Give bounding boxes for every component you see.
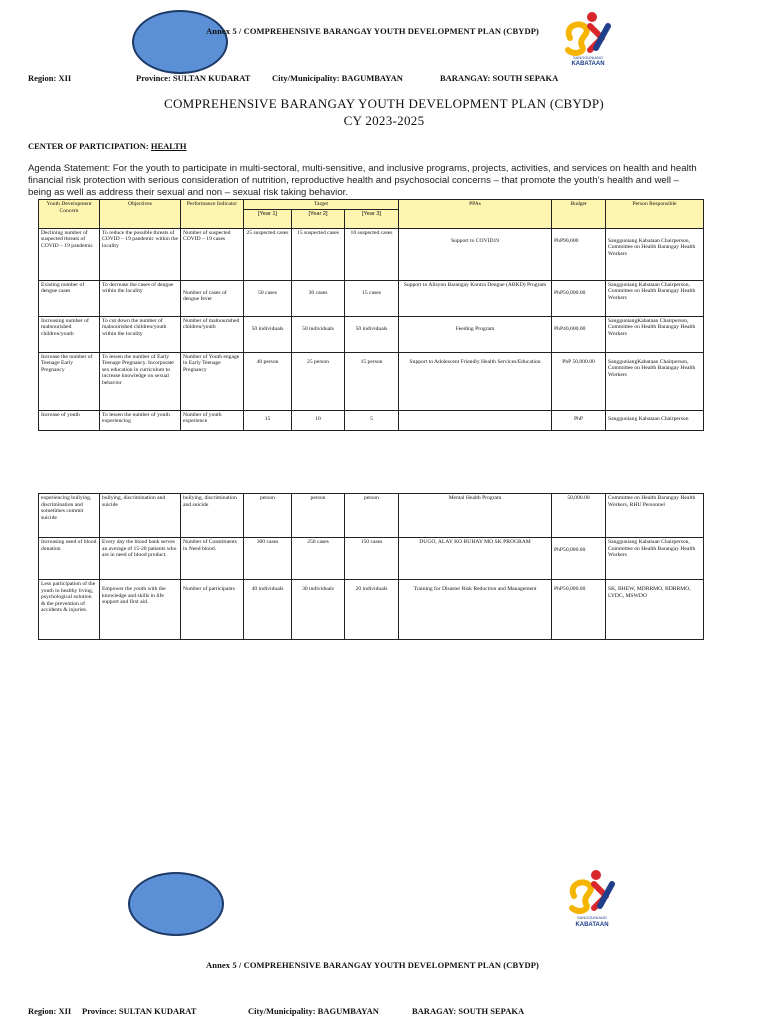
cell-indicator: Number of participants — [181, 580, 244, 640]
cell-year3: 15 cases — [345, 280, 399, 316]
header-target: Target — [244, 200, 399, 210]
province-label-page2: Province: SULTAN KUDARAT — [82, 1006, 197, 1016]
table-row — [39, 280, 704, 316]
cell-person: Sangguniang Kabataan Chairperson, Committee on Health Barangay Health Workers — [606, 538, 704, 580]
cell-year3: 150 cases — [345, 538, 399, 580]
plan-table-page1 — [38, 199, 704, 431]
table-row — [39, 580, 704, 640]
cell-budget: PhP — [552, 410, 606, 430]
header-concern: Youth Development Concern — [39, 200, 100, 229]
header-person: Person Responsible — [606, 200, 704, 229]
cell-ppas — [399, 410, 552, 430]
svg-text:SANGGUNIANG: SANGGUNIANG — [572, 55, 604, 60]
cell-year3: person — [345, 494, 399, 538]
cell-concern: Less participation of the youth in healthy living, psychological solution & the prevention of accidents & injuries. — [39, 580, 100, 640]
annex-title: Annex 5 / COMPREHENSIVE BARANGAY YOUTH DEVELOPMENT PLAN (CBYDP) — [206, 26, 539, 36]
cell-budget: PhP90,000 — [552, 228, 606, 280]
sk-logo — [560, 8, 616, 66]
cell-year2: 50 individuals — [292, 316, 345, 352]
cell-ppas: DUGO, ALAY KO BUHAY MO SK PROGRAM — [399, 538, 552, 580]
cell-concern: Declining number of suspected threats of COVID – 19 pandemic — [39, 228, 100, 280]
barangay-seal-page2 — [128, 872, 224, 936]
cell-year1: 300 cases — [244, 538, 292, 580]
cell-concern: Increasing number of malnourished children/youth — [39, 316, 100, 352]
cell-budget: PhP40,000.00 — [552, 316, 606, 352]
cell-budget: 50,000.00 — [552, 494, 606, 538]
cell-year2: 15 suspected cases — [292, 228, 345, 280]
cell-person: Sangguniang Kabataan Chairperson, Committee on Health Barangay Health Workers — [606, 228, 704, 280]
cell-objectives: To decrease the cases of dengue within the locality — [100, 280, 181, 316]
cell-ppas: Support to Adolescent Friendly Health Services/Education — [399, 352, 552, 410]
barangay-label: BARANGAY: SOUTH SEPAKA — [440, 73, 559, 83]
cell-objectives: To cut down the number of malnourished children/youth within the locality — [100, 316, 181, 352]
cell-year1: 40 individuals — [244, 580, 292, 640]
cell-year1: person — [244, 494, 292, 538]
cell-year3: 5 — [345, 410, 399, 430]
cell-year2: person — [292, 494, 345, 538]
table-row — [39, 352, 704, 410]
cell-ppas: Support to COVID19 — [399, 228, 552, 280]
cell-concern: experiencing bullying, discrimination and sometimes commit suicide — [39, 494, 100, 538]
cell-person: SangguniangKabataan Chairperson, Committee on Health Barangay Health Workers — [606, 352, 704, 410]
header-indicator: Performance Indicator — [181, 200, 244, 229]
svg-text:SANGGUNIANG: SANGGUNIANG — [576, 915, 608, 920]
header-objectives: Objectives — [100, 200, 181, 229]
cell-year1: 50 cases — [244, 280, 292, 316]
cell-budget: PhP50,000.00 — [552, 580, 606, 640]
sk-logo-page2 — [564, 866, 620, 928]
cell-year3: 50 individuals — [345, 316, 399, 352]
cell-indicator: Number of suspected COVID – 19 cases — [181, 228, 244, 280]
cell-indicator: Number of cases of dengue fever — [181, 280, 244, 316]
plan-title: COMPREHENSIVE BARANGAY YOUTH DEVELOPMENT PLAN (CBYDP) — [164, 96, 604, 111]
city-label-page2: City/Municipality: BAGUMBAYAN — [248, 1006, 379, 1016]
cell-year1: 50 individuals — [244, 316, 292, 352]
cell-concern: Existing number of dengue cases — [39, 280, 100, 316]
barangay-seal — [132, 10, 228, 74]
svg-text:KABATAAN: KABATAAN — [575, 922, 609, 928]
table-row — [39, 228, 704, 280]
cell-objectives: To lessen the number of youth experiencing — [100, 410, 181, 430]
barangay-label-page2: BARAGAY: SOUTH SEPAKA — [412, 1006, 525, 1016]
plan-table-page2 — [38, 493, 704, 640]
cell-person: Sangguniang Kabataan Chairperson — [606, 410, 704, 430]
cell-objectives: Empower the youth with the knowledge and skills in life support and first aid. — [100, 580, 181, 640]
cell-concern: Increasing need of blood donation — [39, 538, 100, 580]
cell-concern: Increase the number of Teenage Early Pregnancy — [39, 352, 100, 410]
header-ppas: PPAs — [399, 200, 552, 229]
header-year1: [Year 1] — [244, 209, 292, 228]
cell-objectives: bullying, discrimination and suicide — [100, 494, 181, 538]
cell-person: Sangguniang Kabataan Chairperson, Committee on Health Barangay Health Workers — [606, 280, 704, 316]
cell-person: Committee on Health Barangay Health Workers, RHU Personnel — [606, 494, 704, 538]
cell-ppas: Training for Disaster Risk Reduction and Management — [399, 580, 552, 640]
cell-budget: PhP50,000.00 — [552, 538, 606, 580]
cell-year2: 10 — [292, 410, 345, 430]
cell-concern: Increase of youth — [39, 410, 100, 430]
header-budget: Budget — [552, 200, 606, 229]
cell-indicator: Number of youth experience — [181, 410, 244, 430]
cell-year2: 25 person — [292, 352, 345, 410]
cell-indicator: Number of Constituents in Need blood. — [181, 538, 244, 580]
cell-year2: 250 cases — [292, 538, 345, 580]
table-row — [39, 410, 704, 430]
cell-indicator: Number of Youth engage in Early Teenage Pregnancy — [181, 352, 244, 410]
city-label: City/Municipality: BAGUMBAYAN — [272, 73, 403, 83]
header-year2: [Year 2] — [292, 209, 345, 228]
cell-indicator: bullying, discrimination and suicide — [181, 494, 244, 538]
cell-year1: 40 person — [244, 352, 292, 410]
table-row — [39, 538, 704, 580]
cell-person: SangguniangKabataan Chairperson, Committee on Health Barangay Health Workers — [606, 316, 704, 352]
cell-objectives: To reduce the possible threats of COVID – 19 pandemic within the locality — [100, 228, 181, 280]
cell-year3: 10 suspected cases — [345, 228, 399, 280]
header-year3: [Year 3] — [345, 209, 399, 228]
svg-text:KABATAAN: KABATAAN — [571, 61, 605, 66]
province-label: Province: SULTAN KUDARAT — [136, 73, 251, 83]
plan-period: CY 2023-2025 — [343, 113, 425, 128]
cell-ppas: Feeding Program — [399, 316, 552, 352]
cell-objectives: Every day the blood bank serves an average of 15-20 patients who are in need of blood product. — [100, 538, 181, 580]
table-row — [39, 316, 704, 352]
center-value: HEALTH — [150, 141, 187, 151]
cell-indicator: Number of malnourished children/youth — [181, 316, 244, 352]
cell-year3: 15 person — [345, 352, 399, 410]
region-label-page2: Region: XII — [28, 1006, 72, 1016]
region-label: Region: XII — [28, 73, 72, 83]
cell-ppas: Mental Health Program — [399, 494, 552, 538]
cell-objectives: To lessen the number of Early Teenage Pregnancy. Incorporate sex education in curriculum to increase knowledge on sexual behavior — [100, 352, 181, 410]
cell-year1: 25 suspected cases — [244, 228, 292, 280]
cell-year2: 30 cases — [292, 280, 345, 316]
cell-budget: PhP 50,000.00 — [552, 352, 606, 410]
table-row — [39, 494, 704, 538]
cell-person: SK, BHEW, MDRRMO, BDRRMO, LYDC, MSWDO — [606, 580, 704, 640]
agenda-statement: Agenda Statement: For the youth to participate in multi-sectoral, multi-sensitive, and inclusive programs, projects, activities, and services on health and health financial risk protection with serious consideration of nutrition, reproductive health and psychosocial concerns – that promote the youth’s health and well – being as well as address their sexual and non – sexual risk taking behavior. — [28, 163, 697, 199]
cell-year3: 20 individuals — [345, 580, 399, 640]
cell-ppas: Support to Alisyon Barangay Kontra Dengue (ABKD) Program — [399, 280, 552, 316]
annex-title-page2: Annex 5 / COMPREHENSIVE BARANGAY YOUTH DEVELOPMENT PLAN (CBYDP) — [206, 960, 539, 970]
cell-budget: PhP50,000.00 — [552, 280, 606, 316]
center-of-participation: CENTER OF PARTICIPATION: HEALTH — [28, 141, 187, 151]
cell-year1: 15 — [244, 410, 292, 430]
cell-year2: 30 individuals — [292, 580, 345, 640]
